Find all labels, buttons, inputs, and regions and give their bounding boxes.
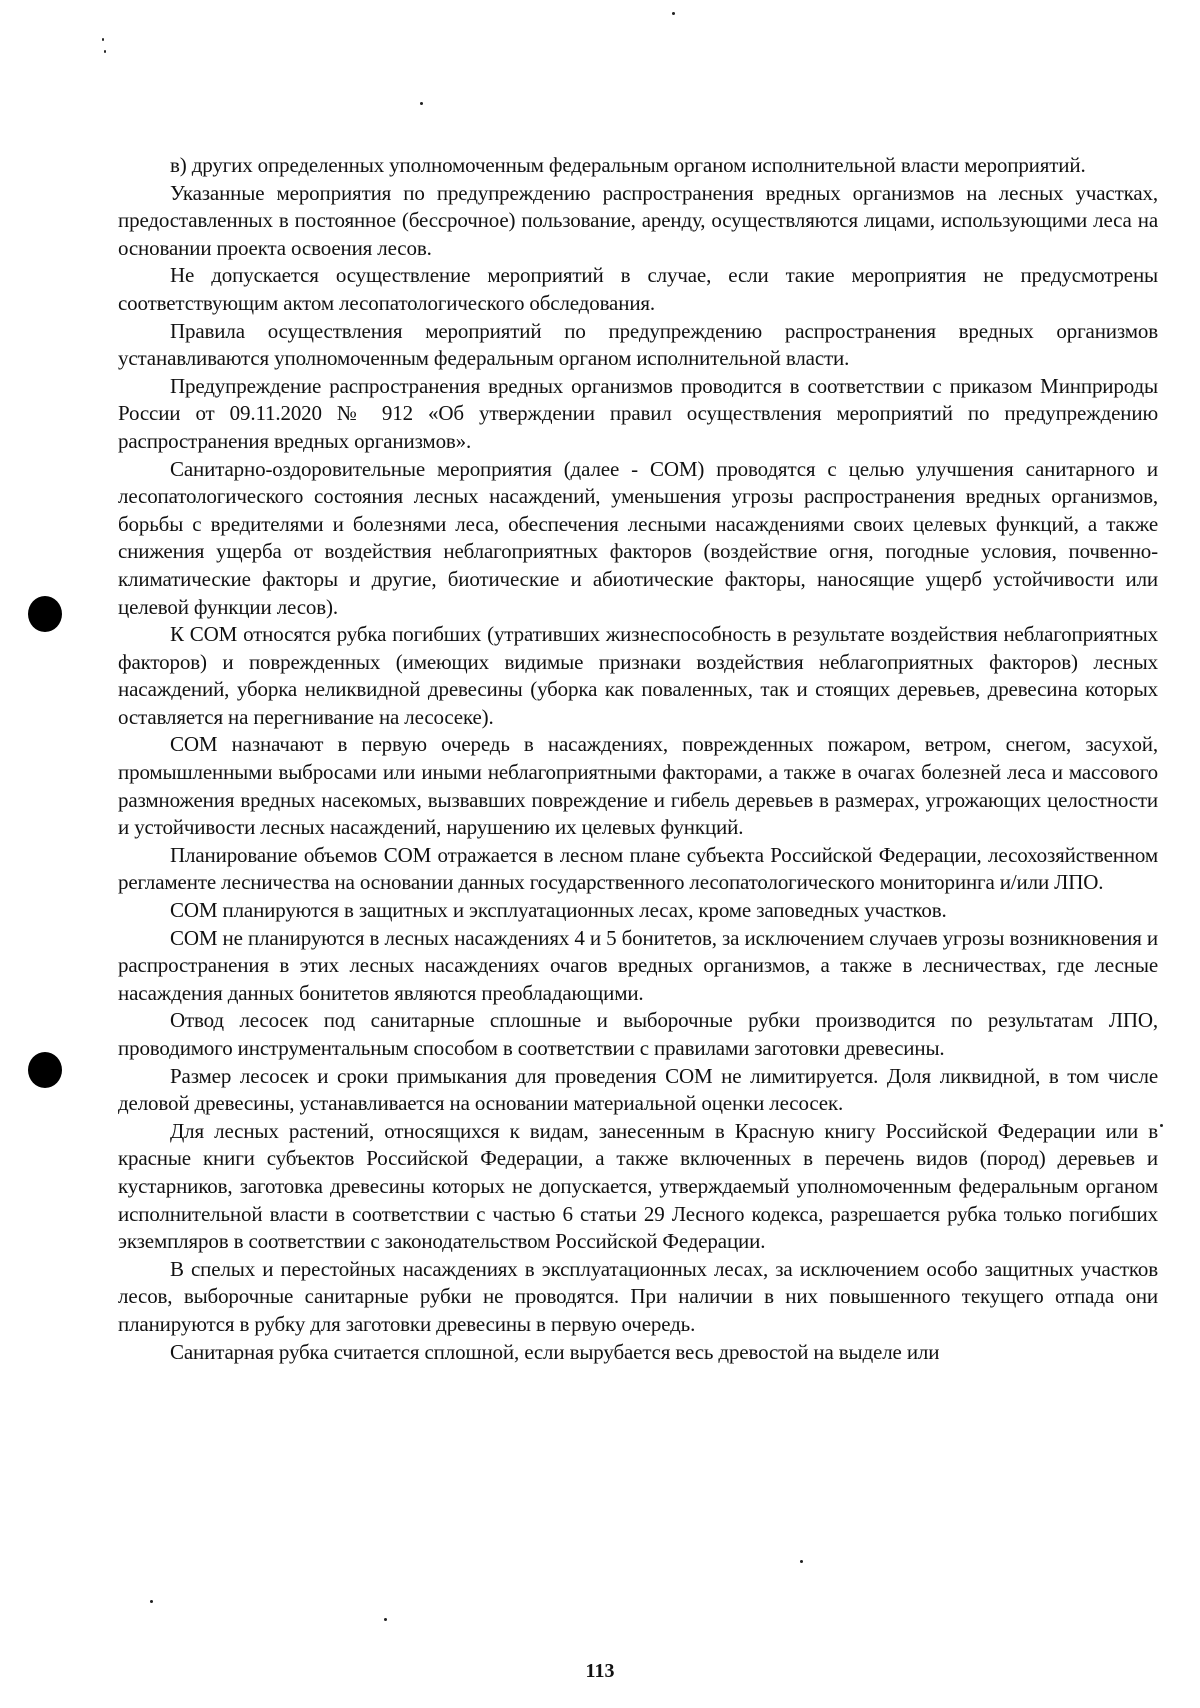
paragraph: Не допускается осуществление мероприятий в случае, если такие мероприятия не предусмотрены соответствующим актом лесопатологического обследования. — [118, 263, 1158, 315]
scan-speck — [384, 1618, 387, 1621]
paragraph: Указанные мероприятия по предупреждению распространения вредных организмов на лесных участках, предоставленных в постоянное (бессрочное) пользование, аренду, осуществляются лицами, использующими леса на основании проекта освоения лесов. — [118, 180, 1158, 260]
scan-speck — [420, 102, 423, 105]
paragraph: Размер лесосек и сроки примыкания для проведения СОМ не лимитируется. Доля ликвидной, в том числе деловой древесины, устанавливается на основании материальной оценки лесосек. — [118, 1063, 1158, 1116]
document-body — [118, 152, 1158, 1366]
paragraph: В спелых и перестойных насаждениях в эксплуатационных лесах, за исключением особо защитных участков лесов, выборочные санитарные рубки не проводятся. При наличии в них повышенного текущего отпада они планируются в рубку для заготовки древесины в первую очередь. — [118, 1256, 1158, 1336]
scan-speck — [150, 1600, 153, 1603]
paragraph: СОМ не планируются в лесных насаждениях 4 и 5 бонитетов, за исключением случаев угрозы возникновения и распространения в этих лесных насаждениях очагов вредных организмов, а также в лесничествах, где лесные насаждения данных бонитетов являются преобладающими. — [118, 925, 1158, 1005]
paragraph: Предупреждение распространения вредных организмов проводится в соответствии с приказом Минприроды России от 09.11.2020 № 912 «Об утверждении правил осуществления мероприятий по предупреждению распространения вредных организмов». — [118, 373, 1158, 453]
punch-hole-mark — [28, 596, 62, 632]
paragraph: Санитарно-оздоровительные мероприятия (далее - СОМ) проводятся с целью улучшения санитарного и лесопатологического состояния лесных насаждений, уменьшения угрозы распространения вредных организмов, борьбы с вредителями и болезнями леса, обеспечения лесными насаждениями своих целевых функций, а также снижения ущерба от воздействия неблагоприятных факторов (воздействие огня, погодные условия, почвенно-климатические факторы и другие, биотические и абиотические факторы, наносящие ущерб устойчивости или целевой функции лесов). — [118, 456, 1158, 619]
scan-speck — [800, 1560, 803, 1563]
paragraph: К СОМ относятся рубка погибших (утративших жизнеспособность в результате воздействия неблагоприятных факторов) и поврежденных (имеющих видимые признаки воздействия неблагоприятных факторов) лесных насаждений, уборка неликвидной древесины (уборка как поваленных, так и стоящих деревьев, древесина которых оставляется на перегнивание на лесосеке). — [118, 622, 1158, 729]
scan-speck — [672, 12, 675, 15]
paragraph: Правила осуществления мероприятий по предупреждению распространения вредных организмов устанавливаются уполномоченным федеральным органом исполнительной власти. — [118, 318, 1158, 371]
page-number: 113 — [585, 1660, 615, 1682]
scan-speck — [102, 38, 104, 41]
scan-speck — [1160, 1124, 1163, 1127]
paragraph: СОМ назначают в первую очередь в насаждениях, поврежденных пожаром, ветром, снегом, засухой, промышленными выбросами или иными неблагоприятными факторами, а также в очагах болезней леса и массового размножения вредных насекомых, вызвавших повреждение и гибель деревьев в размерах, угрожающих целостности и устойчивости лесных насаждений, нарушению их целевых функций. — [118, 732, 1158, 840]
paragraph: в) других определенных уполномоченным федеральным органом исполнительной власти мероприятий. — [170, 153, 1086, 177]
paragraph: Санитарная рубка считается сплошной, если вырубается весь древостой на выделе или — [170, 1339, 940, 1364]
paragraph: Планирование объемов СОМ отражается в лесном плане субъекта Российской Федерации, лесохозяйственном регламенте лесничества на основании данных государственного лесопатологического мониторинга и/или ЛПО. — [118, 842, 1158, 895]
punch-hole-mark — [28, 1052, 62, 1088]
paragraph: Для лесных растений, относящихся к видам, занесенным в Красную книгу Российской Федерации или в красные книги субъектов Российской Федерации, а также включенных в перечень видов (пород) деревьев и кустарников, заготовка древесины которых не допускается, утверждаемый уполномоченным федеральным органом исполнительной власти в соответствии с частью 6 статьи 29 Лесного кодекса, разрешается рубка только погибших экземпляров в соответствии с законодательством Российской Федерации. — [118, 1118, 1158, 1254]
paragraph: СОМ планируются в защитных и эксплуатационных лесах, кроме заповедных участков. — [170, 898, 947, 923]
paragraph: Отвод лесосек под санитарные сплошные и выборочные рубки производится по результатам ЛПО, проводимого инструментальным способом в соответствии с правилами заготовки древесины. — [118, 1008, 1158, 1060]
scan-speck — [104, 50, 106, 53]
